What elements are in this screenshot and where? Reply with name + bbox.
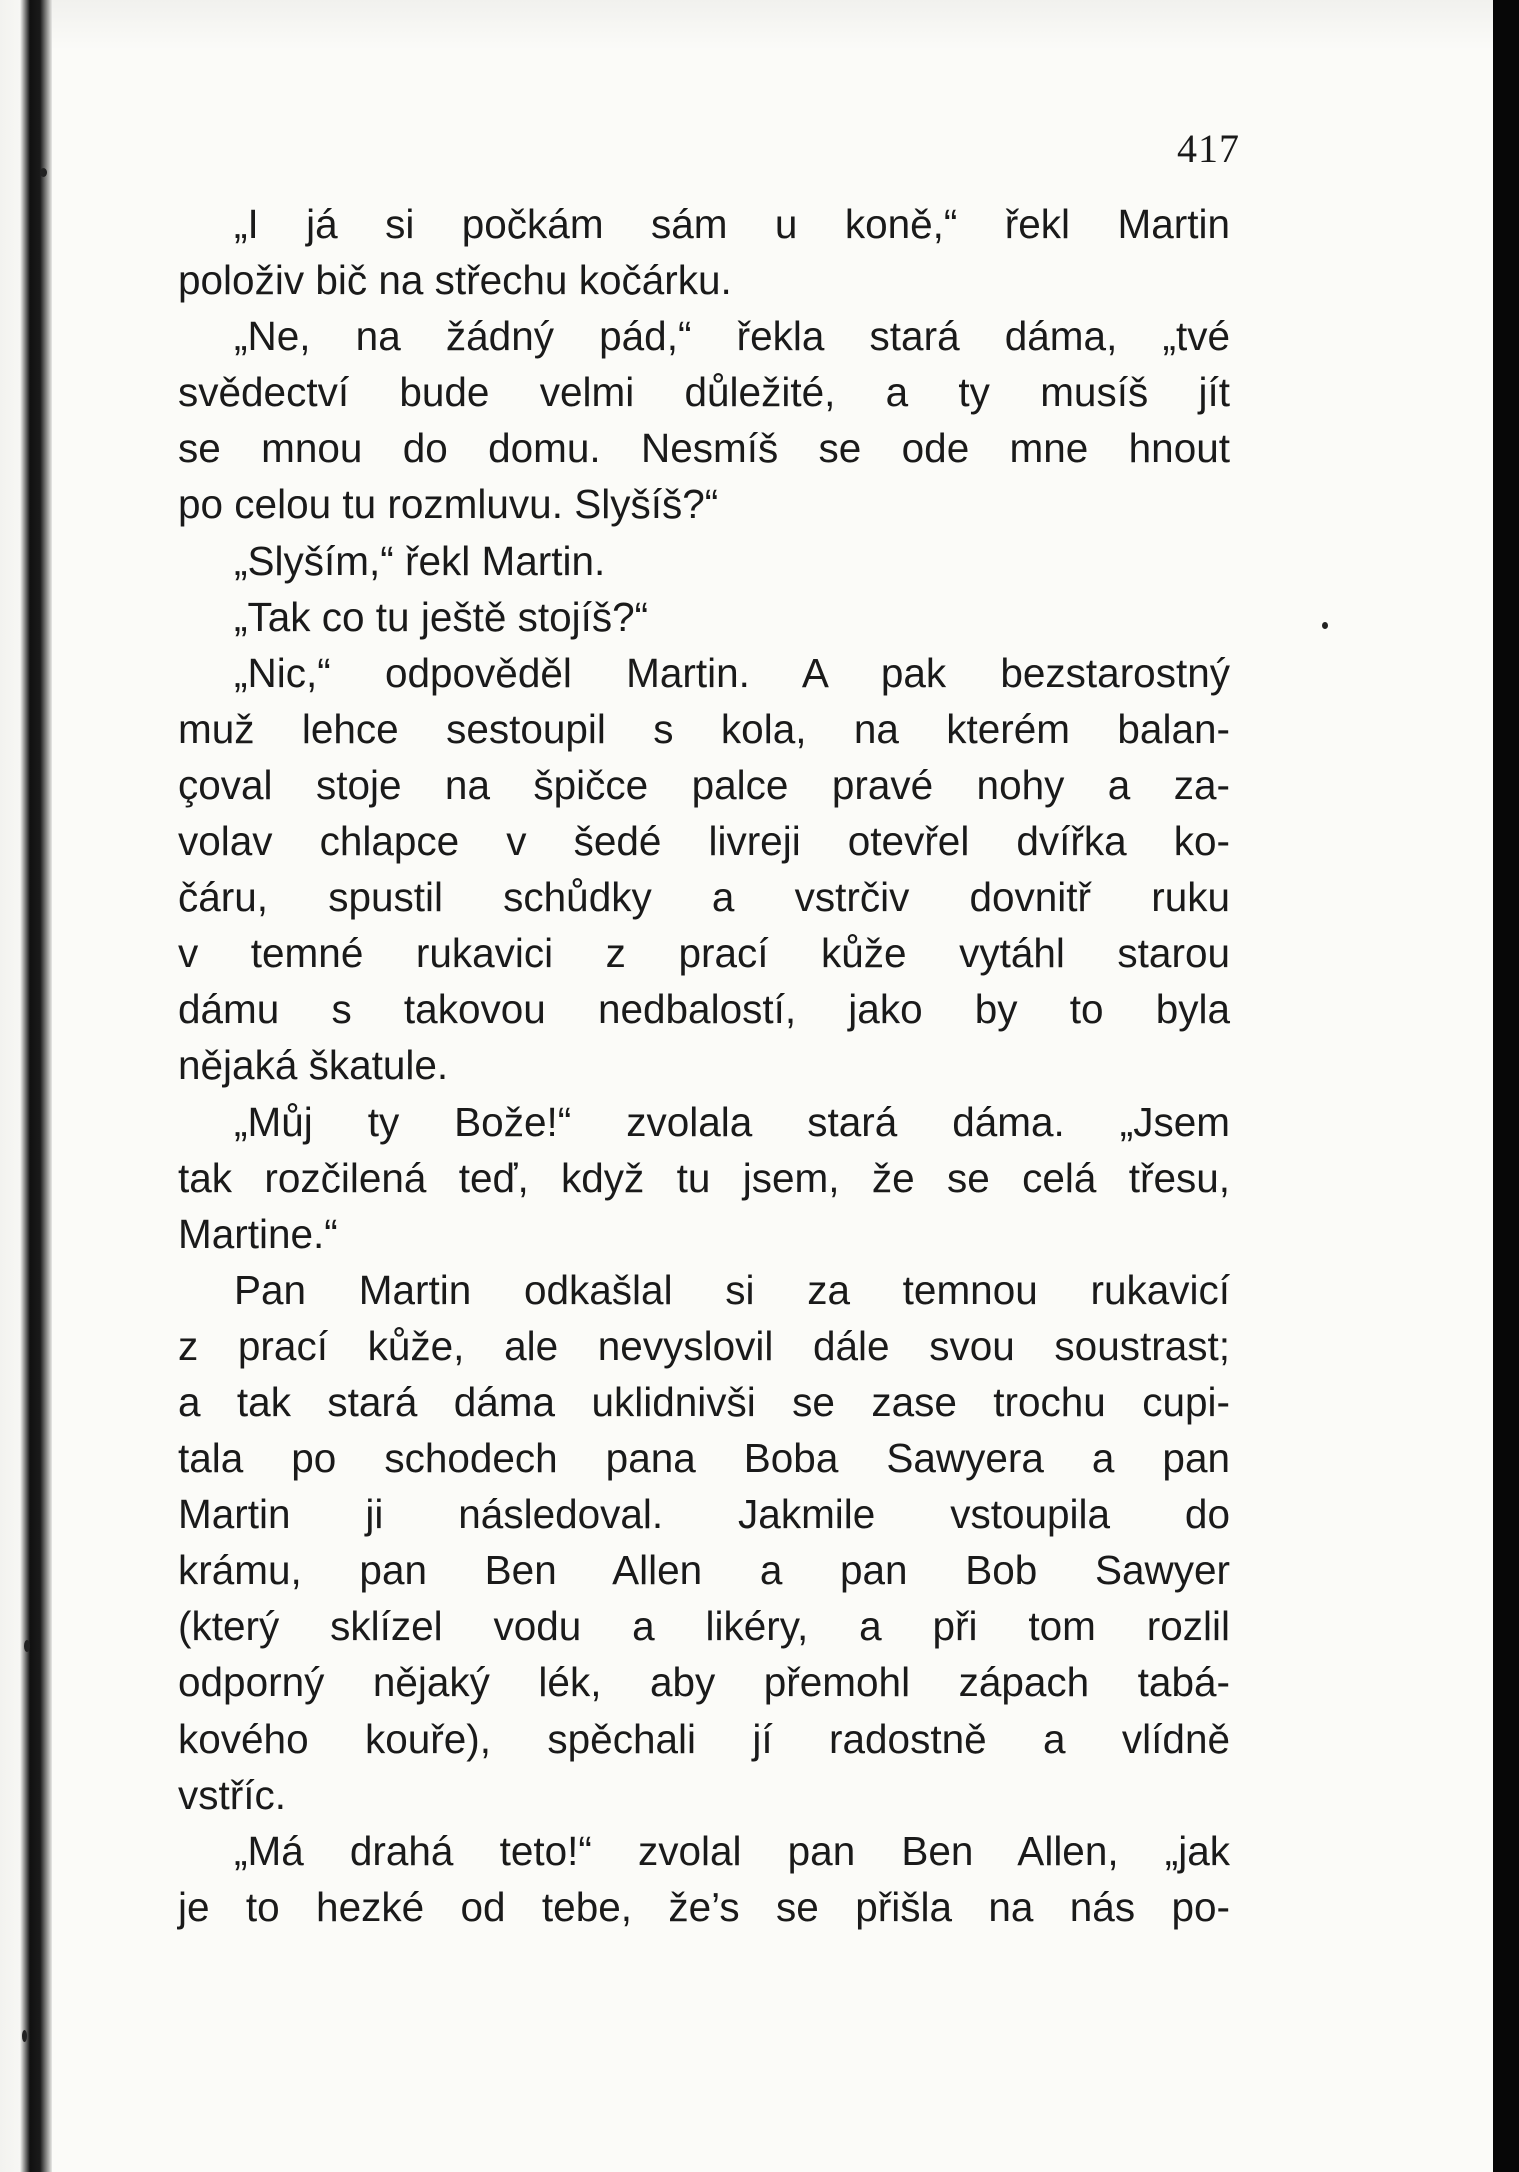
text-line: je to hezké od tebe, že’s se přišla na nás po- <box>178 1883 1230 1930</box>
text-line: svědectví bude velmi důležité, a ty musíš jít <box>178 369 1230 416</box>
text-line: dámu s takovou nedbalostí, jako by to byla <box>178 986 1230 1033</box>
text-line: „I já si počkám sám u koně,“ řekl Martin <box>234 201 1230 247</box>
text-line: çoval stoje na špičce palce pravé nohy a za- <box>178 761 1230 808</box>
text-line: Martin ji následoval. Jakmile vstoupila do <box>178 1491 1230 1538</box>
text-line: „Tak co tu ještě stojíš?“ <box>234 593 649 640</box>
scan-speck <box>40 168 47 177</box>
top-shadow <box>52 0 1493 50</box>
text-line: (který sklízel vodu a likéry, a při tom rozlil <box>178 1603 1230 1650</box>
text-line: „Nic,“ odpověděl Martin. A pak bezstarostný <box>234 649 1230 696</box>
text-line: „Má drahá teto!“ zvolal pan Ben Allen, „jak <box>234 1827 1230 1874</box>
text-line: se mnou do domu. Nesmíš se ode mne hnout <box>178 425 1230 472</box>
text-line: čáru, spustil schůdky a vstrčiv dovnitř ruku <box>178 874 1230 921</box>
right-dark-edge <box>1493 0 1519 2172</box>
text-line: tak rozčilená teď, když tu jsem, že se celá třesu, <box>178 1154 1230 1201</box>
text-line: kového kouře), spěchali jí radostně a vlídně <box>178 1715 1230 1762</box>
text-line: z prací kůže, ale nevyslovil dále svou soustrast; <box>178 1322 1230 1369</box>
text-line: v temné rukavici z prací kůže vytáhl starou <box>178 930 1230 977</box>
book-binding-edge <box>0 0 52 2172</box>
text-line: odporný nějaký lék, aby přemohl zápach tabá- <box>178 1659 1230 1706</box>
text-line: položiv bič na střechu kočárku. <box>178 257 732 304</box>
text-line: nějaká škatule. <box>178 1042 449 1089</box>
page-number: 417 <box>1177 126 1240 171</box>
text-line: krámu, pan Ben Allen a pan Bob Sawyer <box>178 1547 1230 1594</box>
scan-speck <box>22 2030 27 2042</box>
text-line: a tak stará dáma uklidnivši se zase trochu cupi- <box>178 1378 1230 1425</box>
scan-speck <box>1322 622 1328 629</box>
text-line: muž lehce sestoupil s kola, na kterém balan- <box>178 705 1230 752</box>
text-line: „Slyším,“ řekl Martin. <box>234 537 606 584</box>
text-line: tala po schodech pana Boba Sawyera a pan <box>178 1435 1230 1482</box>
scan-speck <box>24 1640 30 1652</box>
text-line: „Můj ty Bože!“ zvolala stará dáma. „Jsem <box>234 1098 1230 1145</box>
text-line: „Ne, na žádný pád,“ řekla stará dáma, „tvé <box>234 313 1230 360</box>
text-line: Martine.“ <box>178 1210 338 1257</box>
text-line: po celou tu rozmluvu. Slyšíš?“ <box>178 481 719 528</box>
body-text <box>178 196 1230 1935</box>
text-line: Pan Martin odkašlal si za temnou rukavicí <box>234 1266 1230 1313</box>
text-line: volav chlapce v šedé livreji otevřel dvířka ko- <box>178 818 1230 865</box>
text-line: vstříc. <box>178 1771 286 1818</box>
